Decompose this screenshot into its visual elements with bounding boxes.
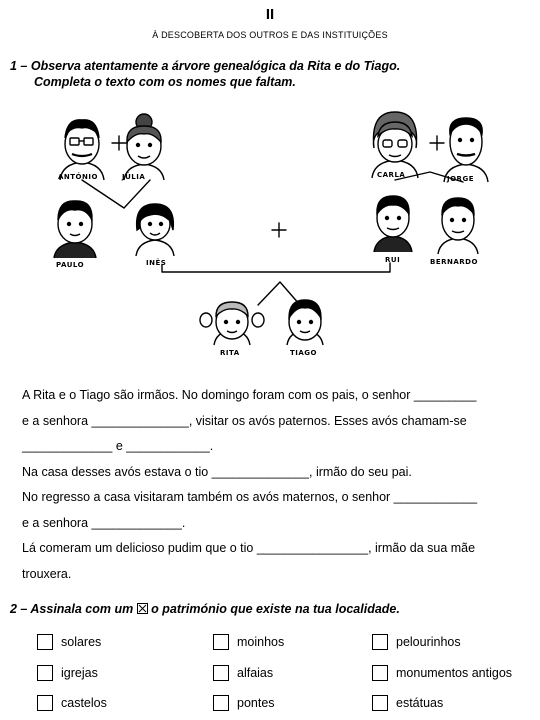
tree-line-antonio-julia bbox=[82, 180, 150, 208]
tree-line-ines-rui bbox=[162, 263, 390, 272]
portrait-tiago bbox=[287, 300, 323, 345]
option-label: igrejas bbox=[61, 666, 98, 680]
option-label: monumentos antigos bbox=[396, 666, 513, 680]
tree-name-rita: RITA bbox=[220, 349, 240, 357]
option-estatuas[interactable] bbox=[372, 695, 443, 711]
portrait-antonio bbox=[60, 120, 104, 180]
portrait-rui bbox=[374, 196, 412, 252]
section-number: II bbox=[265, 6, 275, 23]
option-pelourinhos[interactable] bbox=[372, 634, 461, 650]
checkbox[interactable] bbox=[37, 665, 53, 681]
option-igrejas[interactable] bbox=[37, 665, 98, 681]
question-1-instruction: Completa o texto com os nomes que faltam. bbox=[34, 75, 296, 89]
option-moinhos[interactable] bbox=[213, 634, 284, 650]
option-pontes[interactable] bbox=[213, 695, 275, 711]
option-label: alfaias bbox=[237, 666, 274, 680]
checkbox[interactable] bbox=[37, 634, 53, 650]
paragraph-line: Lá comeram um delicioso pudim que o tio ________________, irmão da sua mãe bbox=[22, 541, 476, 555]
checkbox[interactable] bbox=[37, 695, 53, 711]
paragraph-line: _____________ e ____________. bbox=[22, 439, 214, 453]
option-label: solares bbox=[61, 635, 102, 649]
tree-name-carla: CARLA bbox=[377, 171, 406, 179]
paragraph-line: A Rita e o Tiago são irmãos. No domingo foram com os pais, o senhor _________ bbox=[22, 388, 477, 402]
tree-name-jorge: JORGE bbox=[447, 175, 474, 183]
checkbox[interactable] bbox=[213, 665, 229, 681]
portrait-bernardo bbox=[438, 198, 478, 254]
option-label: pontes bbox=[237, 696, 275, 710]
question-2-title bbox=[10, 601, 400, 617]
question-2-suffix: o património que existe na tua localidade. bbox=[151, 602, 400, 616]
paragraph-line: Na casa desses avós estava o tio ______________, irmão do seu pai. bbox=[22, 464, 412, 479]
portrait-rita bbox=[200, 302, 264, 345]
option-castelos[interactable] bbox=[37, 695, 107, 711]
tree-line-children bbox=[258, 282, 300, 305]
tree-name-antonio: ANTÓNIO bbox=[58, 173, 98, 181]
checkbox[interactable] bbox=[372, 665, 388, 681]
paragraph-line: e a senhora _____________. bbox=[22, 515, 186, 530]
fill-in-paragraph bbox=[22, 383, 540, 587]
checkbox[interactable] bbox=[213, 695, 229, 711]
portrait-carla bbox=[372, 112, 418, 178]
option-label: pelourinhos bbox=[396, 635, 461, 649]
tree-name-julia: JÚLIA bbox=[122, 173, 146, 181]
portrait-jorge bbox=[444, 118, 488, 182]
tree-name-bernardo: BERNARDO bbox=[430, 258, 478, 266]
checkbox[interactable] bbox=[372, 695, 388, 711]
paragraph-line: No regresso a casa visitaram também os avós maternos, o senhor ____________ bbox=[22, 490, 478, 504]
portrait-ines bbox=[136, 204, 174, 256]
option-monumentos-antigos[interactable] bbox=[372, 665, 512, 681]
checkbox[interactable] bbox=[372, 634, 388, 650]
question-1-title: 1 – Observa atentamente a árvore genealógica da Rita e do Tiago. bbox=[10, 59, 401, 73]
portrait-paulo bbox=[54, 201, 96, 258]
option-label: castelos bbox=[61, 696, 107, 710]
portrait-julia bbox=[124, 114, 164, 180]
option-solares[interactable] bbox=[37, 634, 101, 650]
tree-name-paulo: PAULO bbox=[56, 261, 85, 269]
tree-name-rui: RUI bbox=[385, 256, 401, 264]
checked-box-icon bbox=[137, 603, 148, 614]
option-label: moinhos bbox=[237, 635, 285, 649]
tree-name-ines: INÊS bbox=[146, 259, 167, 267]
option-alfaias[interactable] bbox=[213, 665, 273, 681]
option-label: estátuas bbox=[396, 696, 444, 710]
paragraph-line: trouxera. bbox=[22, 566, 72, 581]
checkbox[interactable] bbox=[213, 634, 229, 650]
family-tree-illustration bbox=[0, 100, 540, 375]
question-2-prefix: 2 – Assinala com um bbox=[10, 602, 134, 616]
tree-name-tiago: TIAGO bbox=[290, 349, 317, 357]
paragraph-line: e a senhora ______________, visitar os avós paternos. Esses avós chamam-se bbox=[22, 413, 467, 428]
section-title: À DESCOBERTA DOS OUTROS E DAS INSTITUIÇÕES bbox=[152, 30, 388, 40]
